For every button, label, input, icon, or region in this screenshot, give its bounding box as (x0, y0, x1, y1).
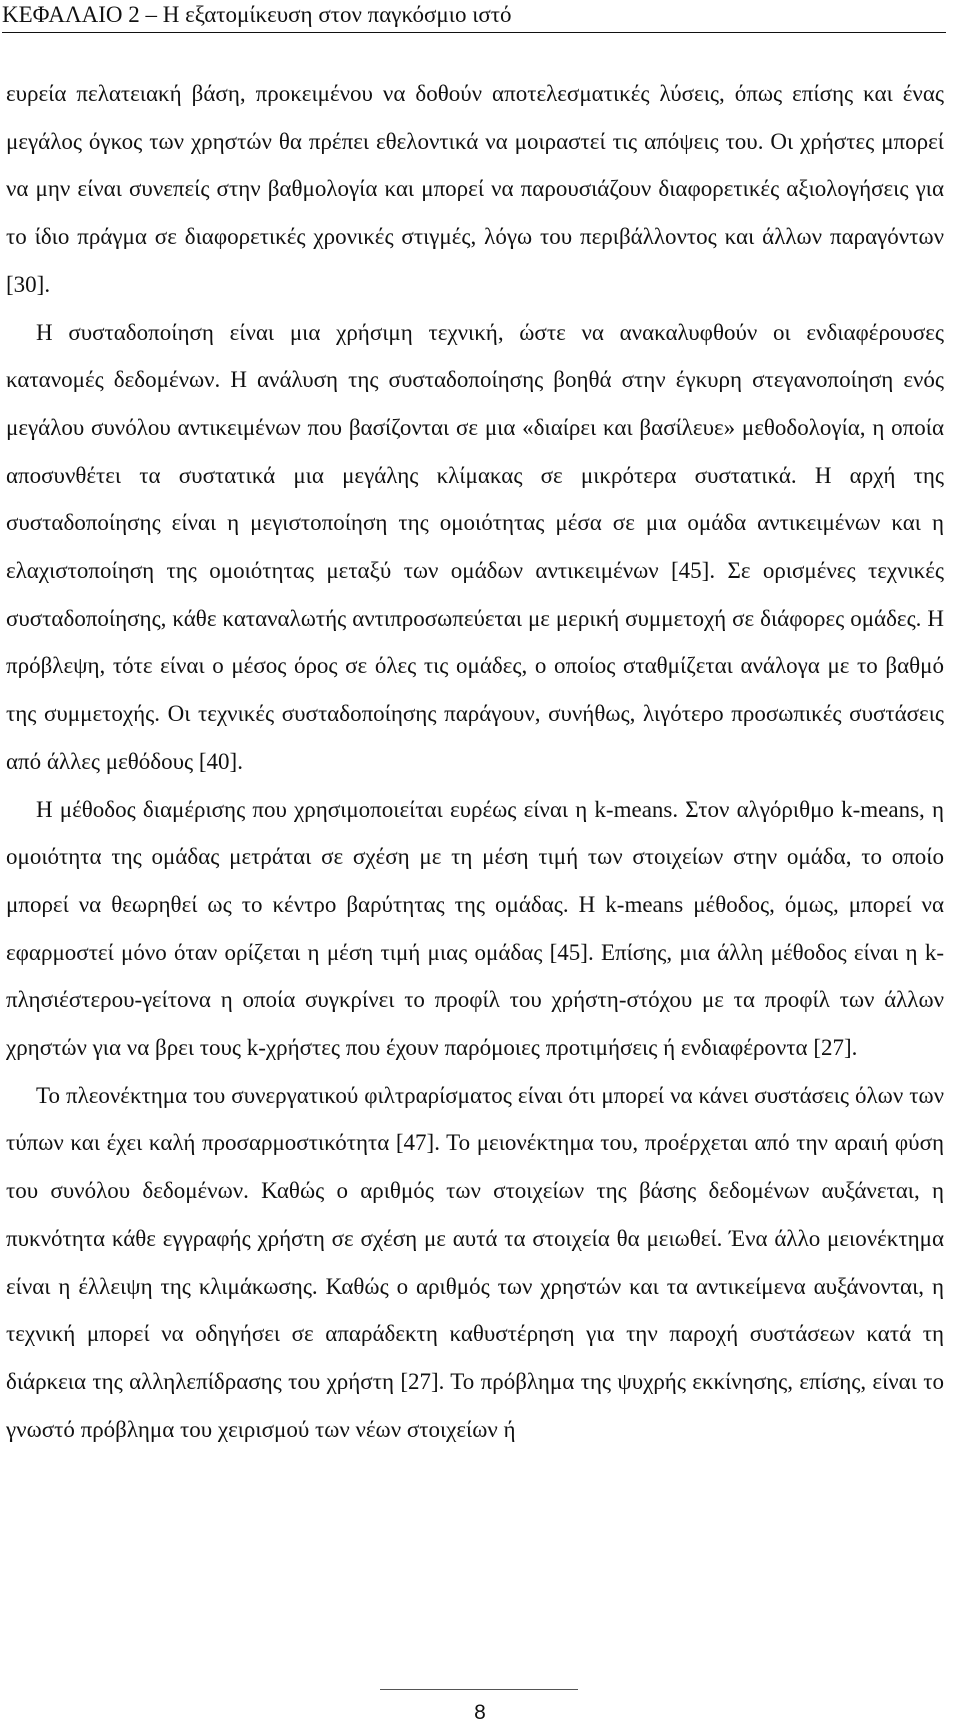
page-number: 8 (474, 1701, 486, 1724)
header-rule (2, 32, 946, 33)
paragraph-clustering: Η συσταδοποίηση είναι μια χρήσιμη τεχνική, ώστε να ανακαλυφθούν οι ενδιαφέρουσες κατανομές δεδομένων. Η ανάλυση της συσταδοποίησης βοηθά στην έγκυρη στεγανοποίηση ενός μεγάλου συνόλου αντικειμένων που βασίζονται σε μια «διαίρει και βασίλευε» μεθοδολογία, η οποία αποσυνθέτει τα συστατικά μια μεγάλης κλίμακας σε μικρότερα συστατικά. Η αρχή της συσταδοποίησης είναι η μεγιστοποίηση της ομοιότητας μέσα σε μια ομάδα αντικειμένων και η ελαχιστοποίηση της ομοιότητας μεταξύ των ομάδων αντικειμένων [45]. Σε ορισμένες τεχνικές συσταδοποίησης, κάθε καταναλωτής αντιπροσωπεύεται με μερική συμμετοχή σε διάφορες ομάδες. Η πρόβλεψη, τότε είναι ο μέσος όρος σε όλες τις ομάδες, ο οποίος σταθμίζεται ανάλογα με το βαθμό της συμμετοχής. Οι τεχνικές συσταδοποίησης παράγουν, συνήθως, λιγότερο προσωπικές συστάσεις από άλλες μεθόδους [40]. (6, 319, 944, 774)
paragraph-continuation: ευρεία πελατειακή βάση, προκειμένου να δοθούν αποτελεσματικές λύσεις, όπως επίσης και ένας μεγάλος όγκος των χρηστών θα πρέπει εθελοντικά να μοιραστεί τις απόψεις του. Οι χρήστες μπορεί να μην είναι συνεπείς στην βαθμολογία και μπορεί να παρουσιάζουν διαφορετικές αξιολογήσεις για το ίδιο πράγμα σε διαφορετικές χρονικές στιγμές, λόγω του περιβάλλοντος και άλλων παραγόντων [30]. (6, 81, 944, 297)
body-text (6, 70, 944, 1453)
paragraph-k-means: Η μέθοδος διαμέρισης που χρησιμοποιείται ευρέως είναι η k-means. Στον αλγόριθμο k-means, η ομοιότητα της ομάδας μετράται σε σχέση με τη μέση τιμή των στοιχείων στην ομάδα, το οποίο μπορεί να θεωρηθεί ως το κέντρο βαρύτητας της ομάδας. Η k-means μέθοδος, όμως, μπορεί να εφαρμοστεί μόνο όταν ορίζεται η μέση τιμή μιας ομάδας [45]. Επίσης, μια άλλη μέθοδος είναι η k-πλησιέστερου-γείτονα η οποία συγκρίνει το προφίλ του χρήστη-στόχου με τα προφίλ των άλλων χρηστών για να βρει τους k-χρήστες που έχουν παρόμοιες προτιμήσεις ή ενδιαφέροντα [27]. (6, 796, 944, 1061)
paragraph-collaborative-filtering: Το πλεονέκτημα του συνεργατικού φιλτραρίσματος είναι ότι μπορεί να κάνει συστάσεις όλων των τύπων και έχει καλή προσαρμοστικότητα [47]. Το μειονέκτημα του, προέρχεται από την αραιή φύση του συνόλου δεδομένων. Καθώς ο αριθμός των στοιχείων της βάσης δεδομένων αυξάνεται, η πυκνότητα κάθε εγγραφής χρήστη σε σχέση με αυτά τα στοιχεία θα μειωθεί. Ένα άλλο μειονέκτημα είναι η έλλειψη της κλιμάκωσης. Καθώς ο αριθμός των χρηστών και τα αντικείμενα αυξάνονται, η τεχνική μπορεί να οδηγήσει σε απαράδεκτη καθυστέρηση για την παροχή συστάσεων κατά τη διάρκεια της αλληλεπίδρασης του χρήστη [27]. Το πρόβλημα της ψυχρής εκκίνησης, επίσης, είναι το γνωστό πρόβλημα του χειρισμού των νέων στοιχείων ή (6, 1082, 944, 1442)
chapter-header: ΚΕΦΑΛΑΙΟ 2 – Η εξατομίκευση στον παγκόσμιο ιστό (2, 2, 512, 27)
footer-rule (380, 1689, 578, 1690)
